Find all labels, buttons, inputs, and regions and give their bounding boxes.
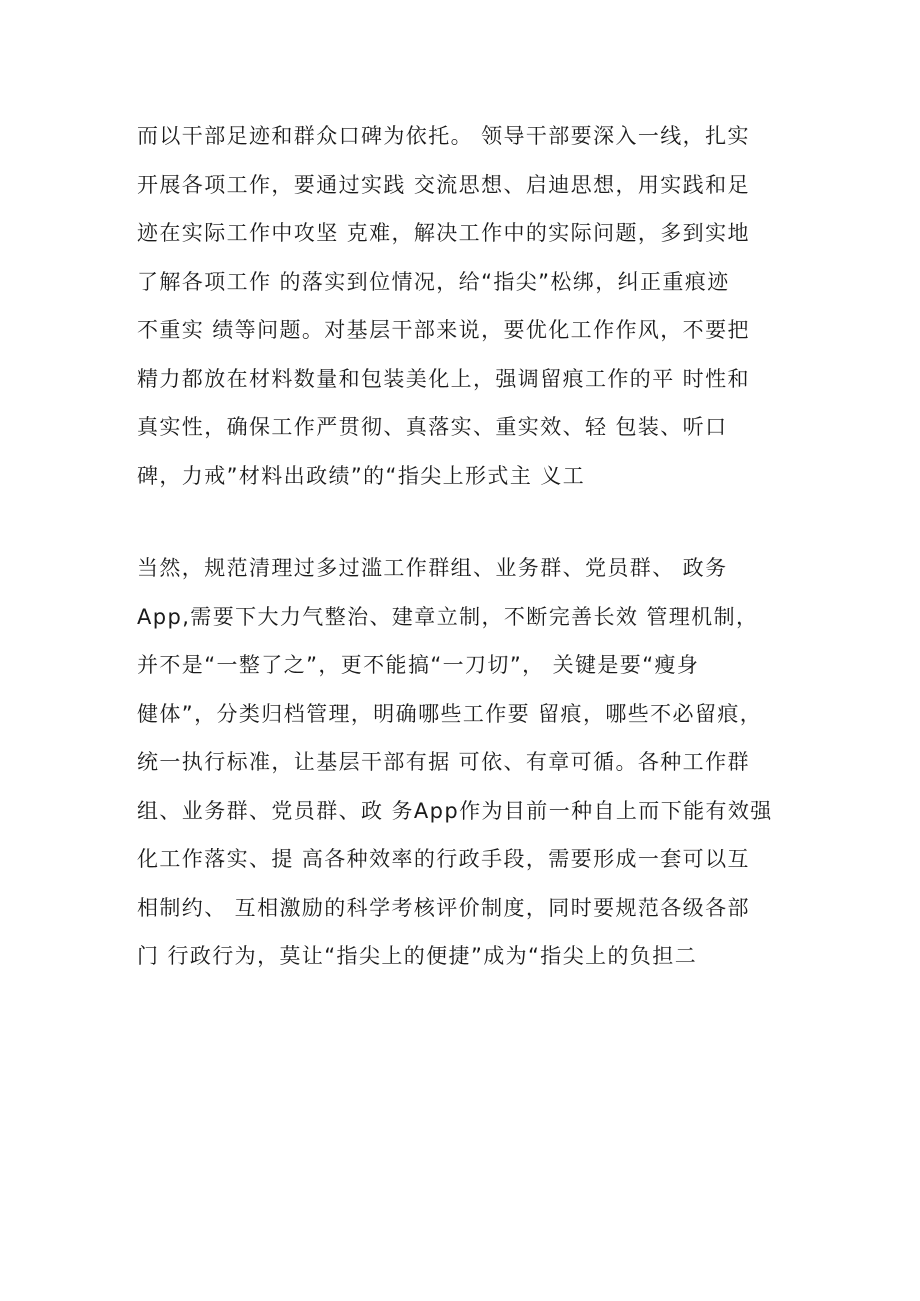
- text-line: 不重实 绩等问题。对基层干部来说，要优化工作作风，不要把: [137, 318, 750, 342]
- text-line: 碑，力戒”材料出政绩”的“指尖上形式主 义工: [137, 463, 586, 488]
- text-line: 开展各项工作，要通过实践 交流思想、启迪思想，用实践和足: [137, 172, 750, 197]
- text-line: App,需要下大力气整治、建章立制，不断完善长效 管理机制，: [137, 604, 759, 629]
- text-line: 而以干部足迹和群众口碑为依托。 领导干部要深入一线，扎实: [137, 124, 750, 148]
- text-line: 精力都放在材料数量和包装美化上，强调留痕工作的平 时性和: [137, 366, 750, 391]
- paragraph-2: [137, 544, 807, 981]
- text-line: 门 行政行为，莫让“指尖上的便捷”成为“指尖上的负担二: [137, 944, 698, 968]
- text-line: 并不是“一整了之”，更不能搞“一刀切”， 关键是要“瘦身: [137, 653, 700, 677]
- text-line: 迹在实际工作中攻坚 克难，解决工作中的实际问题，多到实地: [137, 221, 750, 245]
- text-line: 真实性，确保工作严贯彻、真落实、重实效、轻 包装、听口: [137, 415, 728, 439]
- text-line: 统一执行标准，让基层干部有据 可依、有章可循。各种工作群: [137, 750, 750, 774]
- text-line: 相制约、 互相激励的科学考核评价制度，同时要规范各级各部: [137, 895, 750, 920]
- text-line: 健体”，分类归档管理，明确哪些工作要 留痕，哪些不必留痕，: [137, 701, 763, 726]
- text-line: 了解各项工作 的落实到位情况，给“指尖”松绑，纠正重痕迹: [137, 269, 730, 294]
- text-line: 当然，规范清理过多过滥工作群组、业务群、党员群、 政务: [137, 556, 728, 580]
- text-line: 化工作落实、提 高各种效率的行政手段，需要形成一套可以互: [137, 847, 750, 871]
- text-line: 组、业务群、党员群、政 务App作为目前一种自上而下能有效强: [137, 798, 773, 823]
- paragraph-1: [137, 112, 807, 500]
